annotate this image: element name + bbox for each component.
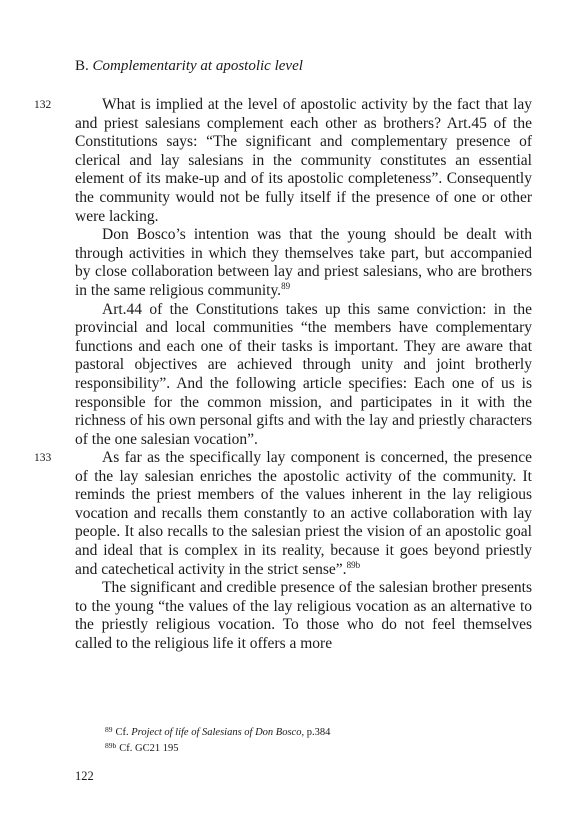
paragraph-text: Don Bosco’s intention was that the young should be dealt with through activities in which they themselves take part, but accompanied by close collaboration between lay and priest salesians, who are brothers in the same religious community. [75, 226, 532, 299]
section-title: Complementarity at apostolic level [92, 58, 303, 74]
paragraph-text: What is implied at the level of apostolic activity by the fact that lay and priest salesians complement each other as brothers? Art.45 of the Constitutions says: “The significant and complementary presence of clerical and lay salesians in the community constitutes an essential element of its make-up and of its apostolic completeness”. Consequently the community would not be fully itself if the presence of one or other were lacking. [75, 96, 532, 225]
section-letter: B. [75, 58, 89, 74]
paragraph [75, 579, 532, 653]
footnotes [105, 723, 330, 755]
footnote [105, 723, 330, 739]
paragraph [75, 96, 532, 226]
paragraph [75, 226, 532, 300]
paragraph-text: The significant and credible presence of the salesian brother presents to the young “the values of the lay religious vocation as an alternative to the priestly religious vocation. To those who do not feel themselves called to the religious life it offers a more [75, 579, 532, 652]
footnote-ref: 89 [281, 280, 291, 291]
section-heading [75, 58, 303, 75]
body-block-2 [75, 449, 532, 654]
margin-number-133: 133 [34, 452, 52, 464]
footnote [105, 739, 330, 755]
footnote-title: Project of life of Salesians of Don Bosco [131, 727, 302, 738]
footnote-mark: 89b [105, 741, 117, 750]
footnote-ref: 89b [346, 559, 361, 570]
paragraph [75, 449, 532, 579]
page-number: 122 [75, 769, 94, 783]
margin-number-132: 132 [34, 99, 52, 111]
footnote-text: Cf. [115, 727, 132, 738]
paragraph [75, 301, 532, 450]
body-block-1 [75, 96, 532, 449]
paragraph-text: Art.44 of the Constitutions takes up this same conviction: in the provincial and local communities “the members have complementary functions and each one of their tasks is important. They are aware that pastoral objectives are achieved through unity and joint brotherly responsibility”. And the following article specifies: Each one of us is responsible for the common mission, and participates in it with the richness of his own personal gifts and with the lay and priestly characters of the one salesian vocation”. [75, 300, 532, 448]
paragraph-text: As far as the specifically lay component is concerned, the presence of the lay salesian enriches the apostolic activity of the community. It reminds the priest members of the values inherent in the lay religious vocation and recalls them constantly to an active collaboration with lay people. It also recalls to the salesian priest the vision of an apostolic goal and ideal that is complex in its reality, because it goes beyond priestly and catechetical activity in the strict sense”. [75, 449, 532, 578]
footnote-mark: 89 [105, 725, 113, 734]
footnote-text: Cf. GC21 195 [119, 743, 179, 754]
footnote-text: , p.384 [301, 727, 331, 738]
